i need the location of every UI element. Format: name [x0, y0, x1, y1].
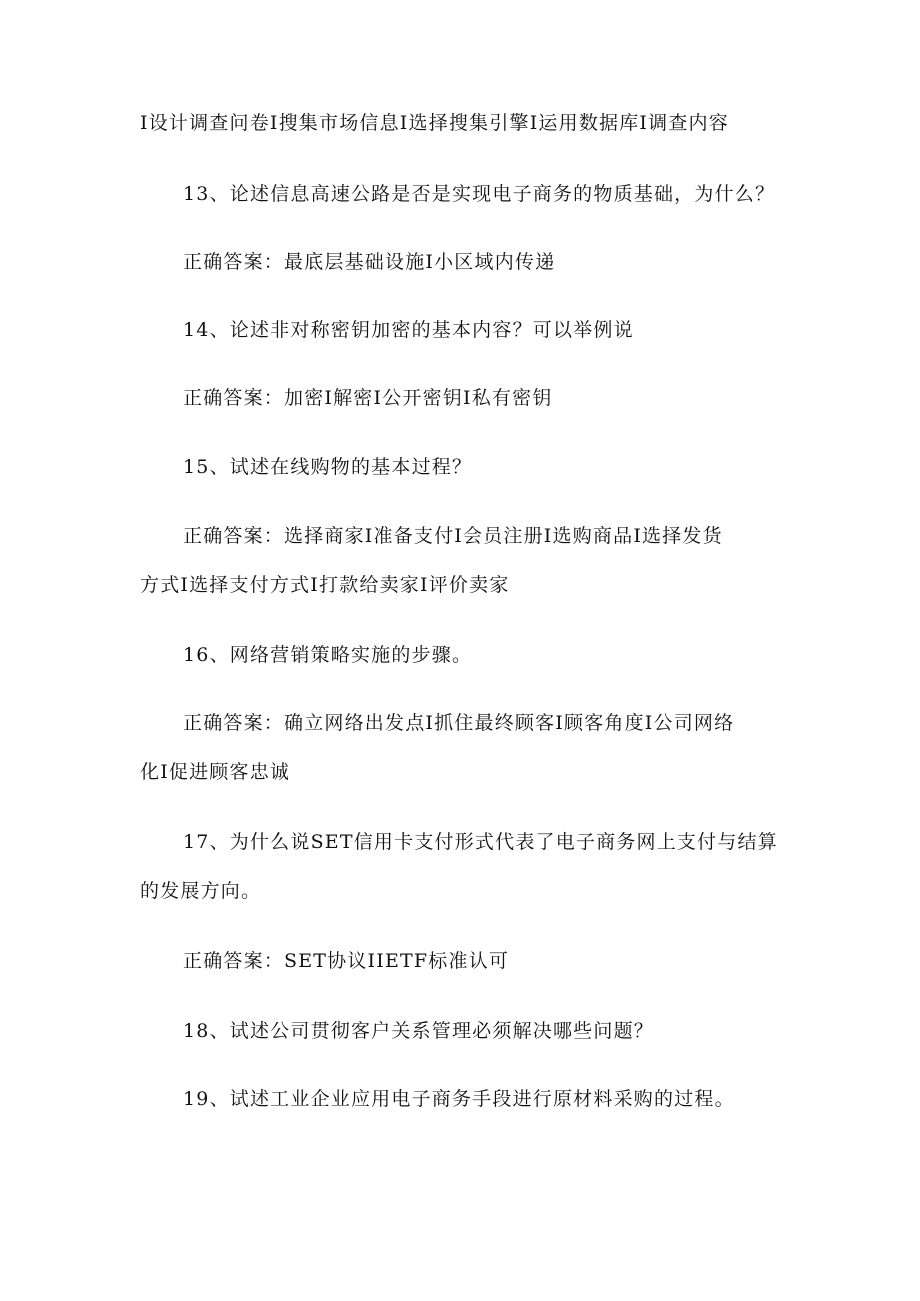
answer-17: 正确答案：SET协议IIETF标准认可 [183, 950, 510, 972]
answer-15-line-1: 正确答案：选择商家I准备支付I会员注册I选购商品I选择发货 [183, 525, 723, 547]
question-16: 16、网络营销策略实施的步骤。 [183, 644, 473, 666]
question-17-line-1: 17、为什么说SET信用卡支付形式代表了电子商务网上支付与结算 [183, 831, 778, 853]
question-13: 13、论述信息高速公路是否是实现电子商务的物质基础，为什么？ [183, 183, 776, 205]
question-15: 15、试述在线购物的基本过程？ [183, 456, 473, 478]
question-17-line-2: 的发展方向。 [140, 880, 262, 902]
answer-15-line-2: 方式I选择支付方式I打款给卖家I评价卖家 [140, 574, 510, 596]
answer-16-line-2: 化I促进顾客忠诚 [140, 761, 291, 783]
answer-13: 正确答案：最底层基础设施I小区域内传递 [183, 251, 556, 273]
question-18: 18、试述公司贯彻客户关系管理必须解决哪些问题？ [183, 1020, 654, 1042]
answer-16-line-1: 正确答案：确立网络出发点I抓住最终顾客I顾客角度I公司网络 [183, 712, 735, 734]
question-19: 19、试述工业企业应用电子商务手段进行原材料采购的过程。 [183, 1088, 735, 1110]
answer-14: 正确答案：加密I解密I公开密钥I私有密钥 [183, 387, 553, 409]
question-14: 14、论述非对称密钥加密的基本内容？可以举例说 [183, 319, 634, 341]
answer-continuation-line: I设计调查问卷I搜集市场信息I选择搜集引擎I运用数据库I调查内容 [140, 112, 729, 134]
